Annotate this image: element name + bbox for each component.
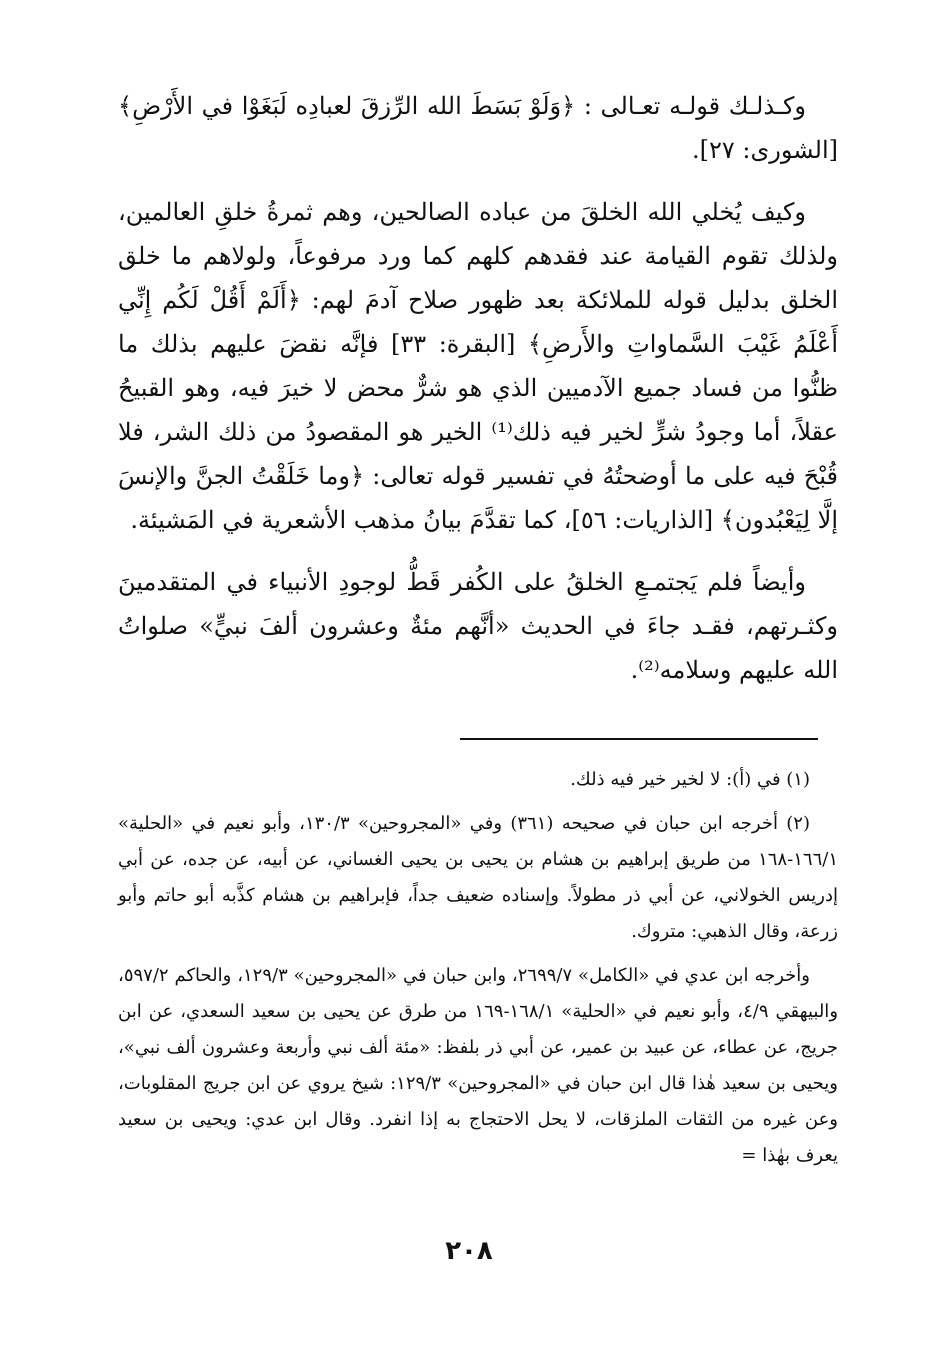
page-number: ٢٠٨ — [445, 1236, 493, 1266]
paragraph-2: وكيف يُخلي الله الخلقَ من عباده الصالحين، وهم ثمرةُ خلقِ العالمين، ولذلك تقوم القيامة عند فقدهم كلهم كما ورد مرفوعاً، ولولاهم ما خلق الخلق بدليل قوله للملائكة بعد ظهور صلاح آدمَ لهم: ﴿أَلَمْ أَقُلْ لَكُم إِنِّي أَعْلَمُ غَيْبَ السَّماواتِ والأَرضِ﴾ [البقرة: ٣٣] فإنَّه نقضَ عليهم بذلك ما ظنُّوا من فساد جميع الآدميين الذي هو شرٌّ محض لا خيرَ فيه، وهو القبيحُ عقلاً، أما وجودُ شرٍّ لخير فيه ذلك⁽¹⁾ الخير هو المقصودُ من ذلك الشر، فلا قُبْحَ فيه على ما أوضحتُهُ في تفسير قوله تعالى: ﴿وما خَلَقْتُ الجنَّ والإنسَ إلَّا لِيَعْبُدون﴾ [الذاريات: ٥٦]، كما تقدَّمَ بيانُ مذهب الأشعرية في المَشيئة. — [118, 198, 838, 534]
footnotes — [118, 762, 838, 1182]
footnote-2-continued: وأخرجه ابن عدي في «الكامل» ٢٦٩٩/٧، وابن حبان في «المجروحين» ١٢٩/٣، والحاكم ٥٩٧/٢، والبيهقي ٤/٩، وأبو نعيم في «الحلية» ١٦٨/١-١٦٩ من طرق عن يحيى بن سعيد السعدي، عن ابن جريج، عن عطاء، عن عبيد بن عمير، عن أبي ذر بلفظ: «مئة ألف نبي وأربعة وعشرون ألف نبي»، ويحيى بن سعيد هٰذا قال ابن حبان في «المجروحين» ١٢٩/٣: شيخ يروي عن ابن جريج المقلوبات، وعن غيره من الثقات الملزقات، لا يحل الاحتجاج به إذا انفرد. وقال ابن عدي: ويحيى بن سعيد يعرف بهٰذا = — [118, 965, 839, 1166]
footnote-1: (١) في (أ): لا لخير خير فيه ذلك. — [570, 769, 810, 790]
paragraph-1: وكـذلـك قولـه تعـالى : ﴿وَلَوْ بَسَطَ الله الرِّزقَ لعبادِه لَبَغَوْا في الأَرْضِ﴾ [الشورى: ٢٧]. — [118, 92, 838, 164]
footnote-separator — [460, 738, 818, 740]
paragraph-3: وأيضاً فلم يَجتمـعِ الخلقُ على الكُفر قَطُّ لوجودِ الأنبياء في المتقدمينَ وكثـرتهم، فقـد جاءَ في الحديث «أنَّهم مئةٌ وعشرون ألفَ نبيٍّ» صلواتُ الله عليهم وسلامه⁽²⁾. — [118, 568, 838, 684]
main-text — [118, 84, 838, 710]
footnote-2: (٢) أخرجه ابن حبان في صحيحه (٣٦١) وفي «المجروحين» ١٣٠/٣، وأبو نعيم في «الحلية» ١٦٦/١-١٦٨ من طريق إبراهيم بن هشام بن يحيى بن يحيى الغساني، عن أبيه، عن جده، عن أبي إدريس الخولاني، عن أبي ذر مطولاً. وإسناده ضعيف جداً، فإبراهيم بن هشام كذَّبه أبو حاتم وأبو زرعة، وقال الذهبي: متروك. — [118, 813, 838, 942]
